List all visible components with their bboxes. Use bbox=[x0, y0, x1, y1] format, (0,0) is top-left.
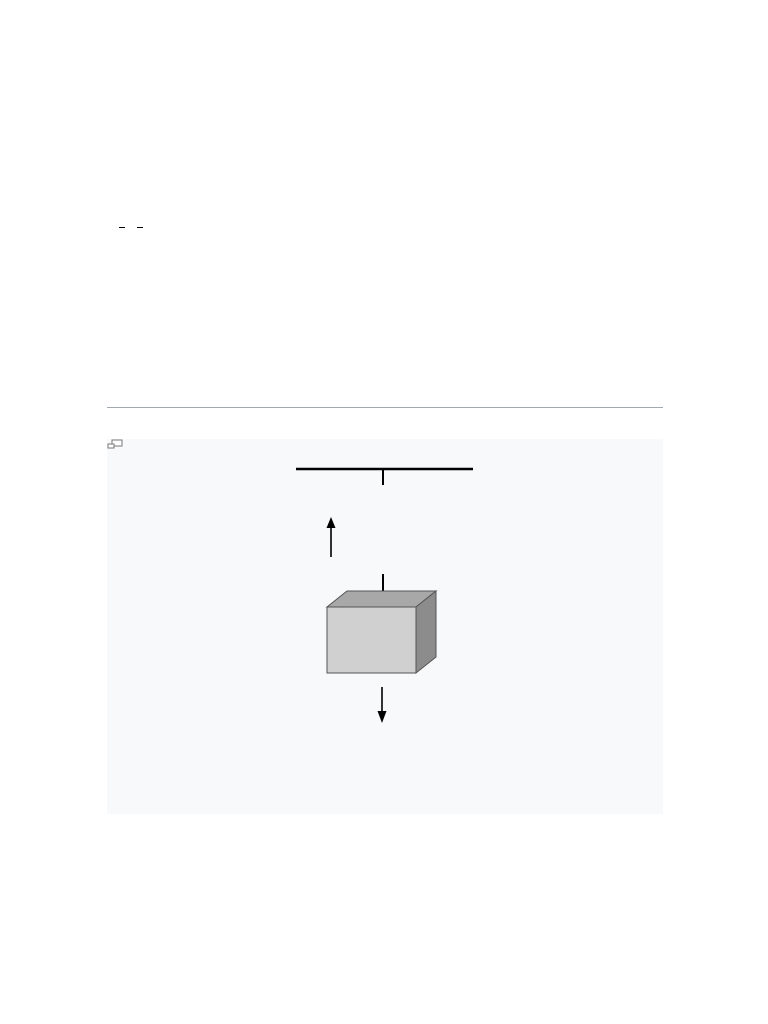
formula-den-AE bbox=[137, 228, 143, 229]
hooke-formula bbox=[107, 204, 143, 250]
spring-mass-diagram bbox=[107, 439, 663, 814]
formula-den-L bbox=[119, 228, 125, 229]
force-arrow-head bbox=[327, 517, 336, 528]
fraction-F-over-AE bbox=[137, 226, 143, 229]
spring-figure[interactable] bbox=[107, 439, 663, 814]
section-heading bbox=[107, 402, 663, 408]
magnify-clip-icon[interactable] bbox=[107, 439, 123, 449]
weight-arrow-head bbox=[378, 711, 387, 723]
fraction-delta-over-L bbox=[119, 226, 125, 229]
block-front-face bbox=[327, 607, 416, 673]
